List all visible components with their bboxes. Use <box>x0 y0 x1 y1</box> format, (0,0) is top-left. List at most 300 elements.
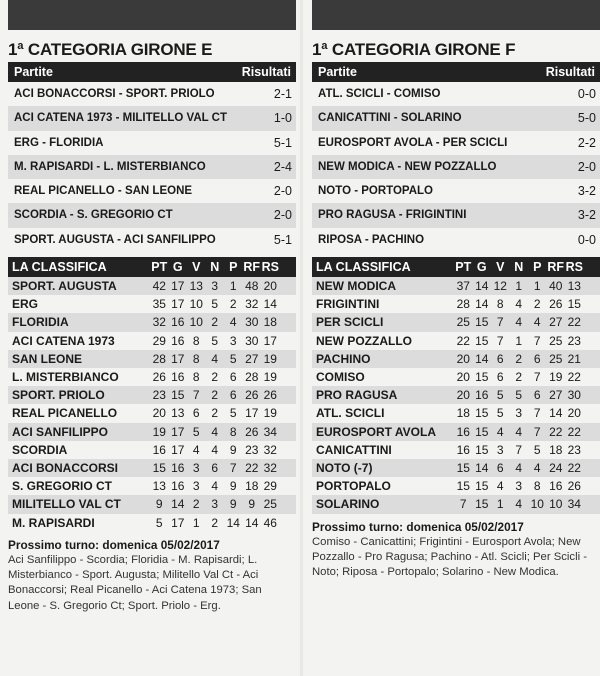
stat-cell: 13 <box>171 406 185 421</box>
team-name: CANICATTINI <box>316 442 392 457</box>
stat-cell: 22 <box>549 424 563 439</box>
stat-cell: 10 <box>189 315 203 330</box>
stat-cell: 34 <box>263 424 277 439</box>
stat-cell: 3 <box>211 279 219 294</box>
stat-cell: 5 <box>533 442 541 457</box>
stat-cell: 27 <box>549 315 563 330</box>
match-row <box>8 106 296 130</box>
matches-header-label: Partite <box>318 65 357 79</box>
match-row <box>312 228 600 252</box>
stat-cell: 3 <box>229 333 237 348</box>
stat-cell: 8 <box>192 351 200 366</box>
team-name: SAN LEONE <box>12 351 83 366</box>
team-name: FLORIDIA <box>12 315 69 330</box>
header-bar-right <box>312 0 600 30</box>
standings-column-header: N <box>514 260 524 275</box>
team-name: COMISO <box>316 370 365 385</box>
stat-cell: 24 <box>549 460 563 475</box>
standings-row <box>8 386 296 404</box>
match-result: 2-4 <box>273 159 292 174</box>
stat-cell: 27 <box>549 388 563 403</box>
stat-cell: 16 <box>171 460 185 475</box>
standings-row <box>312 441 600 459</box>
stat-cell: 4 <box>211 424 219 439</box>
match-row <box>312 179 600 203</box>
stat-cell: 4 <box>496 479 504 494</box>
stat-cell: 26 <box>549 297 563 312</box>
match-teams: M. RAPISARDI - L. MISTERBIANCO <box>14 160 206 173</box>
stat-cell: 3 <box>515 479 523 494</box>
match-row <box>8 82 296 106</box>
stat-cell: 32 <box>263 460 277 475</box>
stat-cell: 23 <box>567 333 581 348</box>
stat-cell: 15 <box>475 479 489 494</box>
stat-cell: 32 <box>245 297 259 312</box>
standings-row <box>312 295 600 313</box>
stat-cell: 3 <box>192 479 200 494</box>
standings-row <box>8 332 296 350</box>
stat-cell: 27 <box>245 351 259 366</box>
stat-cell: 26 <box>245 388 259 403</box>
stat-cell: 22 <box>245 460 259 475</box>
team-name: PACHINO <box>316 351 371 366</box>
standings-row <box>312 368 600 386</box>
stat-cell: 28 <box>456 297 470 312</box>
stat-cell: 7 <box>229 460 237 475</box>
stat-cell: 17 <box>171 442 185 457</box>
stat-cell: 20 <box>456 370 470 385</box>
results-header-label: Risultati <box>241 65 291 79</box>
stat-cell: 26 <box>245 424 259 439</box>
match-teams: ATL. SCICLI - COMISO <box>318 88 441 100</box>
stat-cell: 23 <box>245 442 259 457</box>
girone-e-title: 1ª CATEGORIA GIRONE E <box>8 40 213 59</box>
stat-cell: 8 <box>533 479 541 494</box>
stat-cell: 14 <box>475 351 489 366</box>
stat-cell: 1 <box>533 279 541 294</box>
standings-row <box>312 313 600 331</box>
stat-cell: 13 <box>189 279 203 294</box>
standings-header <box>8 257 296 277</box>
stat-cell: 14 <box>171 497 185 512</box>
match-teams: ERG - FLORIDIA <box>14 136 104 149</box>
matches-list <box>312 82 600 252</box>
team-name: ACI CATENA 1973 <box>12 333 115 348</box>
girone-e-column <box>8 38 296 614</box>
girone-f-title: 1ª CATEGORIA GIRONE F <box>312 40 516 59</box>
stat-cell: 5 <box>515 388 523 403</box>
stat-cell: 4 <box>515 297 523 312</box>
standings-row <box>312 350 600 368</box>
matches-header <box>8 62 296 82</box>
standings-column-header: RF <box>547 260 565 275</box>
stat-cell: 25 <box>549 351 563 366</box>
stat-cell: 1 <box>229 279 237 294</box>
match-teams: NOTO - PORTOPALO <box>318 185 434 198</box>
standings-row <box>8 495 296 513</box>
match-row <box>312 131 600 155</box>
stat-cell: 15 <box>475 442 489 457</box>
standings-row <box>8 350 296 368</box>
next-round <box>312 520 600 581</box>
match-result: 5-1 <box>273 135 292 150</box>
stat-cell: 9 <box>248 497 256 512</box>
stat-cell: 16 <box>456 424 470 439</box>
stat-cell: 18 <box>549 442 563 457</box>
stat-cell: 4 <box>192 442 200 457</box>
stat-cell: 6 <box>496 370 504 385</box>
team-name: SPORT. AUGUSTA <box>12 279 117 294</box>
stat-cell: 15 <box>475 315 489 330</box>
match-result: 0-0 <box>577 87 596 101</box>
team-name: REAL PICANELLO <box>12 406 118 421</box>
stat-cell: 16 <box>171 479 185 494</box>
standings-title: LA CLASSIFICA <box>12 260 107 275</box>
stat-cell: 7 <box>192 388 200 403</box>
team-name: ACI BONACCORSI <box>12 460 119 475</box>
standings-row <box>8 441 296 459</box>
standings-column-header: G <box>476 260 487 275</box>
stat-cell: 1 <box>192 515 200 530</box>
standings-table <box>312 257 600 513</box>
match-result: 3-2 <box>577 184 596 199</box>
next-round-fixtures: Comiso - Canicattini; Frigintini - Eurosport Avola; New Pozzallo - Pro Ragusa; Pachino - Atl. Scicli; Per Scicli - Noto; Riposa - Portopalo; Solarino - New Modica. <box>312 535 587 579</box>
stat-cell: 21 <box>567 351 581 366</box>
match-teams: SCORDIA - S. GREGORIO CT <box>14 209 173 222</box>
team-name: MILITELLO VAL CT <box>12 497 121 512</box>
stat-cell: 6 <box>192 406 200 421</box>
stat-cell: 4 <box>211 351 219 366</box>
standings-row <box>8 313 296 331</box>
stat-cell: 26 <box>152 370 166 385</box>
stat-cell: 16 <box>456 442 470 457</box>
stat-cell: 19 <box>263 406 277 421</box>
stat-cell: 6 <box>533 388 541 403</box>
stat-cell: 6 <box>496 351 504 366</box>
stat-cell: 6 <box>229 388 237 403</box>
stat-cell: 6 <box>496 460 504 475</box>
match-row <box>8 131 296 155</box>
next-round-title: Prossimo turno: domenica 05/02/2017 <box>312 519 524 534</box>
stat-cell: 2 <box>211 388 219 403</box>
stat-cell: 22 <box>567 315 581 330</box>
stat-cell: 4 <box>496 424 504 439</box>
stat-cell: 15 <box>475 406 489 421</box>
stat-cell: 2 <box>533 297 541 312</box>
stat-cell: 25 <box>549 333 563 348</box>
stat-cell: 14 <box>245 515 259 530</box>
stat-cell: 5 <box>192 424 200 439</box>
stat-cell: 29 <box>263 479 277 494</box>
stat-cell: 10 <box>530 497 544 512</box>
team-name: SPORT. PRIOLO <box>12 388 105 403</box>
stat-cell: 9 <box>229 497 237 512</box>
stat-cell: 5 <box>229 351 237 366</box>
match-teams: EUROSPORT AVOLA - PER SCICLI <box>318 136 508 149</box>
standings-table <box>8 257 296 532</box>
stat-cell: 15 <box>475 333 489 348</box>
stat-cell: 30 <box>567 388 581 403</box>
match-row <box>312 203 600 227</box>
stat-cell: 42 <box>152 279 166 294</box>
stat-cell: 17 <box>263 333 277 348</box>
stat-cell: 3 <box>496 442 504 457</box>
stat-cell: 13 <box>567 279 581 294</box>
standings-column-header: RF <box>243 260 261 275</box>
standings-row <box>8 368 296 386</box>
stat-cell: 23 <box>152 388 166 403</box>
stat-cell: 8 <box>229 424 237 439</box>
standings-column-header: RS <box>261 260 279 275</box>
stat-cell: 15 <box>171 388 185 403</box>
results-header-label: Risultati <box>545 65 595 79</box>
stat-cell: 16 <box>549 479 563 494</box>
stat-cell: 7 <box>533 333 541 348</box>
stat-cell: 9 <box>155 497 163 512</box>
stat-cell: 17 <box>171 424 185 439</box>
stat-cell: 16 <box>152 442 166 457</box>
stat-cell: 7 <box>496 333 504 348</box>
match-result: 3-2 <box>577 208 596 223</box>
match-teams: CANICATTINI - SOLARINO <box>318 112 462 125</box>
stat-cell: 48 <box>245 279 259 294</box>
stat-cell: 10 <box>549 497 563 512</box>
stat-cell: 22 <box>567 424 581 439</box>
stat-cell: 9 <box>229 479 237 494</box>
stat-cell: 15 <box>456 479 470 494</box>
match-result: 2-0 <box>577 159 596 174</box>
standings-column-header: P <box>229 260 238 275</box>
stat-cell: 22 <box>567 370 581 385</box>
stat-cell: 1 <box>515 279 523 294</box>
stat-cell: 2 <box>192 497 200 512</box>
standings-row <box>312 386 600 404</box>
stat-cell: 4 <box>515 497 523 512</box>
stat-cell: 1 <box>515 333 523 348</box>
stat-cell: 30 <box>245 333 259 348</box>
stat-cell: 14 <box>475 279 489 294</box>
header-bar-left <box>8 0 296 30</box>
stat-cell: 15 <box>152 460 166 475</box>
standings-column-header: V <box>192 260 201 275</box>
matches-header <box>312 62 600 82</box>
stat-cell: 5 <box>496 388 504 403</box>
match-result: 5-0 <box>577 111 596 126</box>
match-result: 0-0 <box>577 232 596 247</box>
stat-cell: 26 <box>263 388 277 403</box>
stat-cell: 46 <box>263 515 277 530</box>
stat-cell: 14 <box>226 515 240 530</box>
team-name: ACI SANFILIPPO <box>12 424 109 439</box>
team-name: ERG <box>12 297 39 312</box>
stat-cell: 20 <box>456 351 470 366</box>
stat-cell: 2 <box>229 297 237 312</box>
team-name: NOTO (-7) <box>316 460 373 475</box>
standings-row <box>312 277 600 295</box>
standings-row <box>8 277 296 295</box>
match-teams: PRO RAGUSA - FRIGINTINI <box>318 209 467 222</box>
stat-cell: 2 <box>515 351 523 366</box>
stat-cell: 17 <box>245 406 259 421</box>
standings-header <box>312 257 600 277</box>
match-row <box>312 82 600 106</box>
stat-cell: 29 <box>152 333 166 348</box>
stat-cell: 14 <box>475 460 489 475</box>
stat-cell: 23 <box>567 442 581 457</box>
stat-cell: 6 <box>229 370 237 385</box>
stat-cell: 17 <box>171 279 185 294</box>
stat-cell: 6 <box>211 460 219 475</box>
stat-cell: 19 <box>549 370 563 385</box>
stat-cell: 2 <box>211 406 219 421</box>
stat-cell: 14 <box>549 406 563 421</box>
stat-cell: 20 <box>152 406 166 421</box>
stat-cell: 15 <box>456 460 470 475</box>
stat-cell: 2 <box>211 315 219 330</box>
stat-cell: 16 <box>171 333 185 348</box>
match-teams: SPORT. AUGUSTA - ACI SANFILIPPO <box>14 233 216 246</box>
stat-cell: 4 <box>515 460 523 475</box>
match-result: 5-1 <box>273 232 292 247</box>
stat-cell: 7 <box>533 370 541 385</box>
stat-cell: 14 <box>475 297 489 312</box>
standings-row <box>8 514 296 532</box>
stat-cell: 9 <box>229 442 237 457</box>
stat-cell: 15 <box>475 424 489 439</box>
stat-cell: 3 <box>515 406 523 421</box>
standings-row <box>312 477 600 495</box>
stat-cell: 4 <box>211 442 219 457</box>
standings-row <box>8 404 296 422</box>
stat-cell: 7 <box>459 497 467 512</box>
match-row <box>8 155 296 179</box>
stat-cell: 10 <box>189 297 203 312</box>
stat-cell: 5 <box>211 297 219 312</box>
stat-cell: 2 <box>515 370 523 385</box>
stat-cell: 4 <box>211 479 219 494</box>
team-name: SCORDIA <box>12 442 68 457</box>
stat-cell: 18 <box>456 406 470 421</box>
stat-cell: 37 <box>456 279 470 294</box>
column-divider <box>300 0 303 676</box>
standings-row <box>312 495 600 513</box>
standings-column-header: RS <box>565 260 583 275</box>
stat-cell: 16 <box>171 370 185 385</box>
match-teams: NEW MODICA - NEW POZZALLO <box>318 160 497 173</box>
stat-cell: 7 <box>533 406 541 421</box>
team-name: NEW MODICA <box>316 279 396 294</box>
next-round-title: Prossimo turno: domenica 05/02/2017 <box>8 537 220 552</box>
stat-cell: 6 <box>533 351 541 366</box>
match-teams: RIPOSA - PACHINO <box>318 233 425 246</box>
stat-cell: 32 <box>152 315 166 330</box>
match-result: 2-0 <box>273 208 292 223</box>
team-name: EUROSPORT AVOLA <box>316 424 437 439</box>
team-name: PORTOPALO <box>316 479 391 494</box>
standings-row <box>8 423 296 441</box>
stat-cell: 5 <box>155 515 163 530</box>
stat-cell: 4 <box>515 315 523 330</box>
girone-f-column <box>312 38 600 580</box>
stat-cell: 8 <box>496 297 504 312</box>
team-name: M. RAPISARDI <box>12 515 95 530</box>
match-teams: REAL PICANELLO - SAN LEONE <box>14 185 193 198</box>
standings-row <box>312 459 600 477</box>
match-row <box>8 203 296 227</box>
stat-cell: 4 <box>533 460 541 475</box>
stat-cell: 18 <box>245 479 259 494</box>
match-row <box>8 228 296 252</box>
stat-cell: 12 <box>493 279 507 294</box>
stat-cell: 13 <box>152 479 166 494</box>
stat-cell: 4 <box>533 315 541 330</box>
match-row <box>312 155 600 179</box>
match-row <box>312 106 600 130</box>
next-round <box>8 538 296 614</box>
stat-cell: 28 <box>245 370 259 385</box>
stat-cell: 7 <box>515 442 523 457</box>
stat-cell: 3 <box>211 497 219 512</box>
team-name: S. GREGORIO CT <box>12 479 113 494</box>
team-name: PER SCICLI <box>316 315 384 330</box>
stat-cell: 2 <box>211 515 219 530</box>
stat-cell: 20 <box>263 279 277 294</box>
match-row <box>8 179 296 203</box>
stat-cell: 19 <box>263 370 277 385</box>
stat-cell: 20 <box>456 388 470 403</box>
team-name: L. MISTERBIANCO <box>12 370 119 385</box>
standings-column-header: PT <box>455 260 472 275</box>
stat-cell: 4 <box>515 424 523 439</box>
stat-cell: 7 <box>533 424 541 439</box>
stat-cell: 4 <box>229 315 237 330</box>
stat-cell: 20 <box>567 406 581 421</box>
stat-cell: 26 <box>567 479 581 494</box>
stat-cell: 3 <box>192 460 200 475</box>
team-name: SOLARINO <box>316 497 380 512</box>
stat-cell: 22 <box>456 333 470 348</box>
stat-cell: 19 <box>152 424 166 439</box>
standings-column-header: P <box>533 260 542 275</box>
stat-cell: 18 <box>263 315 277 330</box>
stat-cell: 35 <box>152 297 166 312</box>
stat-cell: 17 <box>171 515 185 530</box>
stat-cell: 5 <box>229 406 237 421</box>
standings-row <box>312 332 600 350</box>
stat-cell: 22 <box>567 460 581 475</box>
stat-cell: 40 <box>549 279 563 294</box>
stat-cell: 8 <box>192 370 200 385</box>
stat-cell: 28 <box>152 351 166 366</box>
team-name: ATL. SCICLI <box>316 406 385 421</box>
stat-cell: 15 <box>567 297 581 312</box>
next-round-fixtures: Aci Sanfilippo - Scordia; Floridia - M. Rapisardi; L. Misterbianco - Sport. Augusta; Militello Val Ct - Aci Bonaccorsi; Real Picanello - Aci Catena 1973; San Leone - S. Gregorio Ct; Sport. Priolo - Erg. <box>8 553 262 612</box>
standings-row <box>312 423 600 441</box>
stat-cell: 19 <box>263 351 277 366</box>
standings-row <box>312 404 600 422</box>
stat-cell: 25 <box>456 315 470 330</box>
stat-cell: 15 <box>475 497 489 512</box>
match-teams: ACI CATENA 1973 - MILITELLO VAL CT <box>14 112 227 125</box>
match-result: 2-2 <box>577 135 596 150</box>
stat-cell: 15 <box>475 370 489 385</box>
stat-cell: 1 <box>496 497 504 512</box>
stat-cell: 2 <box>211 370 219 385</box>
stat-cell: 16 <box>475 388 489 403</box>
standings-column-header: G <box>172 260 183 275</box>
stat-cell: 14 <box>263 297 277 312</box>
stat-cell: 25 <box>263 497 277 512</box>
